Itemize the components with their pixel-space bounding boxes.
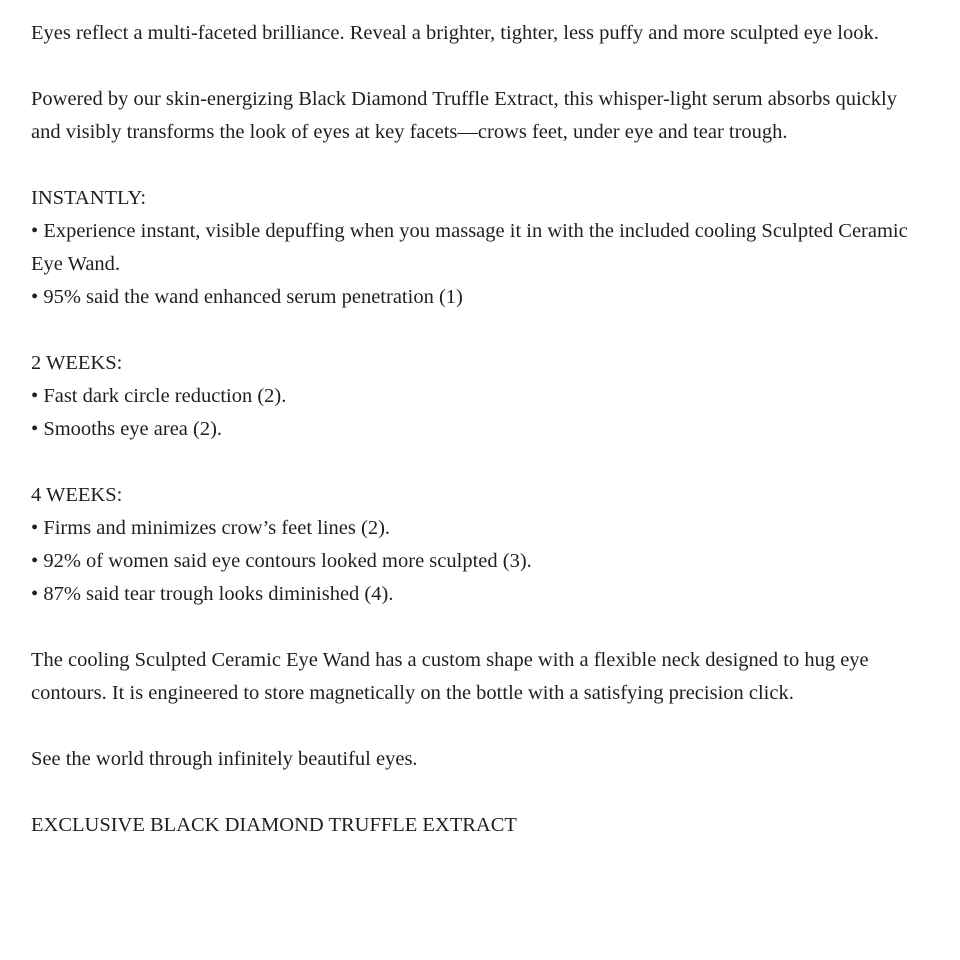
exclusive-heading: EXCLUSIVE BLACK DIAMOND TRUFFLE EXTRACT: [31, 814, 517, 836]
four-weeks-heading: 4 WEEKS:: [31, 484, 123, 506]
paragraph-gap: [31, 776, 911, 809]
four-weeks-section: [31, 479, 911, 611]
paragraph-gap: [31, 314, 911, 347]
tagline: See the world through infinitely beautiful eyes.: [31, 748, 418, 770]
powered-by-paragraph: Powered by our skin-energizing Black Diamond Truffle Extract, this whisper-light serum absorbs quickly and visibly transforms the look of eyes at key facets—crows feet, under eye and tear trough.: [31, 88, 897, 143]
instantly-section: [31, 182, 911, 314]
paragraph-gap: [31, 611, 911, 644]
intro-paragraph: Eyes reflect a multi-faceted brilliance. Reveal a brighter, tighter, less puffy and more sculpted eye look.: [31, 22, 879, 44]
four-weeks-bullet-1: • Firms and minimizes crow’s feet lines (2).: [31, 512, 911, 545]
wand-paragraph: The cooling Sculpted Ceramic Eye Wand has a custom shape with a flexible neck designed to hug eye contours. It is engineered to store magnetically on the bottle with a satisfying precision click.: [31, 649, 869, 704]
four-weeks-bullet-2: • 92% of women said eye contours looked more sculpted (3).: [31, 545, 911, 578]
product-description: [31, 17, 911, 842]
paragraph-gap: [31, 149, 911, 182]
two-weeks-heading: 2 WEEKS:: [31, 352, 123, 374]
instantly-heading: INSTANTLY:: [31, 187, 147, 209]
instantly-bullet-2: • 95% said the wand enhanced serum penetration (1): [31, 281, 911, 314]
two-weeks-section: [31, 347, 911, 446]
paragraph-gap: [31, 446, 911, 479]
four-weeks-bullet-3: • 87% said tear trough looks diminished (4).: [31, 578, 911, 611]
instantly-bullet-1: • Experience instant, visible depuffing when you massage it in with the included cooling Sculpted Ceramic Eye Wand.: [31, 215, 911, 281]
two-weeks-bullet-2: • Smooths eye area (2).: [31, 413, 911, 446]
two-weeks-bullet-1: • Fast dark circle reduction (2).: [31, 380, 911, 413]
paragraph-gap: [31, 710, 911, 743]
paragraph-gap: [31, 50, 911, 83]
